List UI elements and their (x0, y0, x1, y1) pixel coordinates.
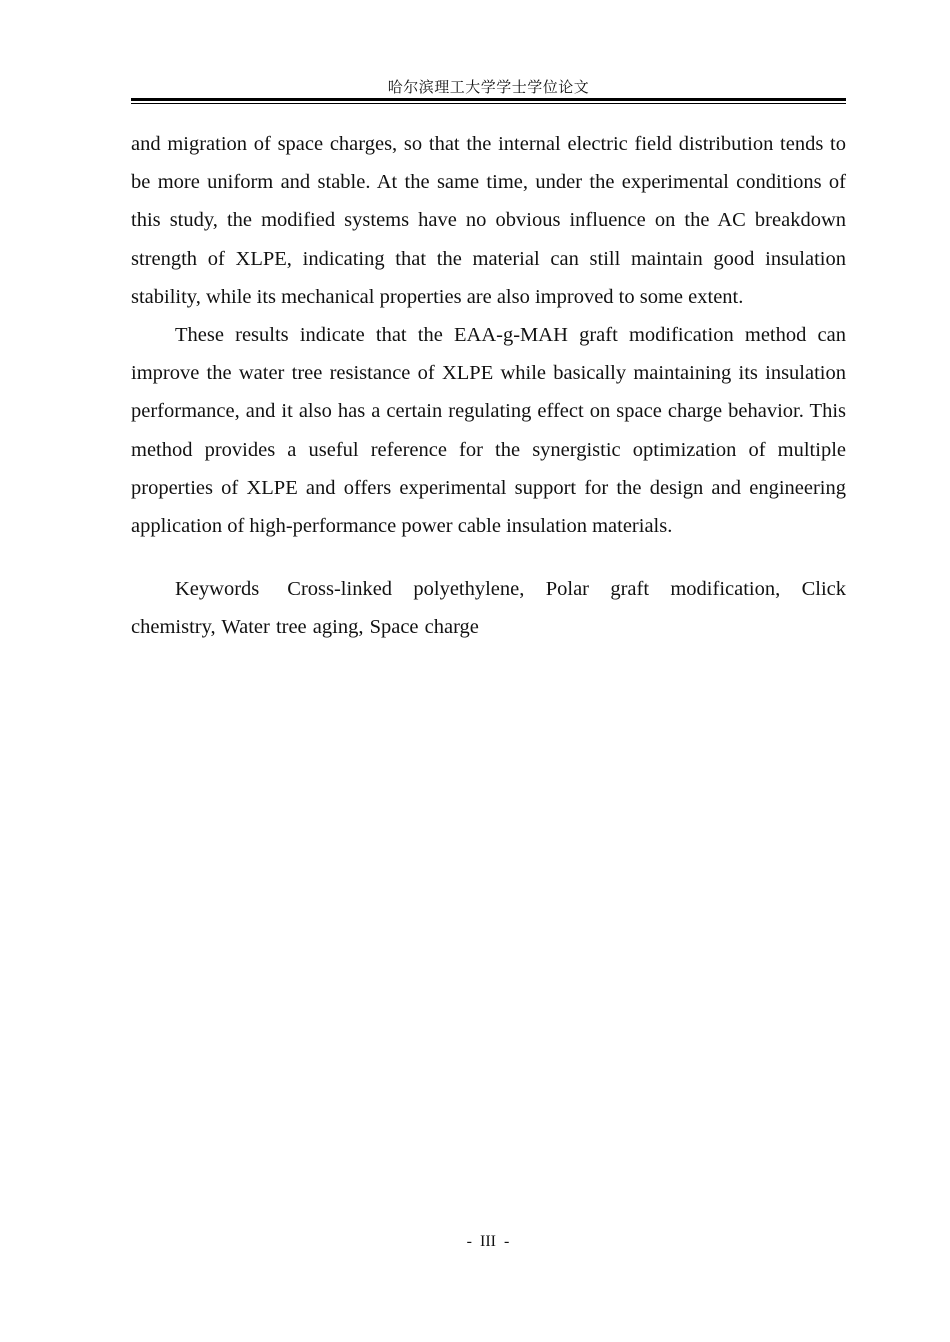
abstract-paragraph-continuation: and migration of space charges, so that the internal electric field distribution tends to be more uniform and stable. At the same time, under the experimental conditions of this study, the modified systems have no obvious influence on the AC breakdown strength of XLPE, indicating that the material can still maintain good insulation stability, while its mechanical properties are also improved to some extent. (131, 133, 846, 308)
keywords-label: Keywords (175, 578, 260, 600)
keywords-list: Cross-linked polyethylene, Polar graft modification, Click chemistry, Water tree aging, Space charge (131, 578, 846, 639)
page-number: - III - (466, 1233, 510, 1250)
header-rule-thick (131, 98, 846, 101)
abstract-paragraph-conclusion: These results indicate that the EAA-g-MAH graft modification method can improve the water tree resistance of XLPE while basically maintaining its insulation performance, and it also has a certain regulating effect on space charge behavior. This method provides a useful reference for the synergistic optimization of multiple properties of XLPE and offers experimental support for the design and engineering application of high-performance power cable insulation materials. (131, 324, 846, 538)
abstract-body (131, 125, 846, 545)
header-rule-thin (131, 103, 846, 104)
page-header-title: 哈尔滨理工大学学士学位论文 (387, 80, 590, 96)
keywords-section (131, 570, 846, 646)
